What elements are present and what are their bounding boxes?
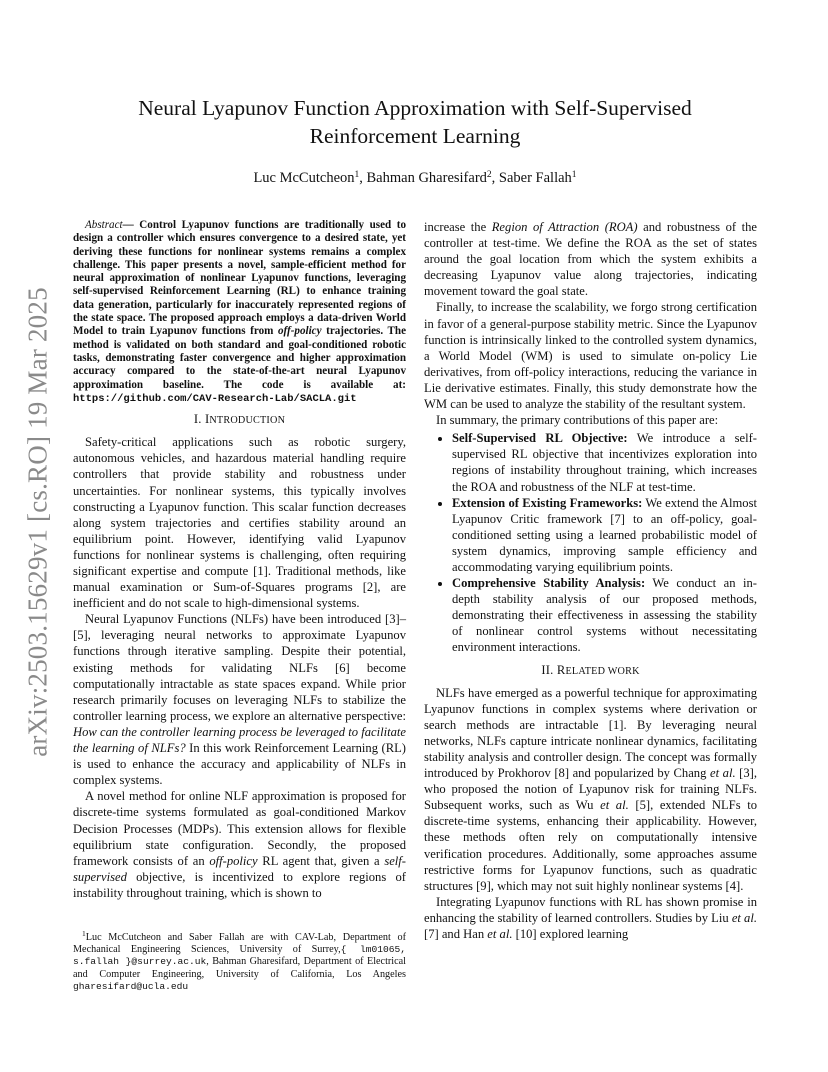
intro-paragraph-1: Safety-critical applications such as robotic surgery, autonomous vehicles, and hazardous material handling require controllers that provide stability and robustness under uncertainties. For nonlinear systems, this typically involves constructing a Lyapunov function. This scalar function decreases along system trajectories and certifies stability around an equilibrium point. However, identifying valid Lyapunov functions for nonlinear systems is challenging, often requiring significant expertise and compute [1]. Traditional methods, like manual examination or Sum-of-Squares programs [2], are inefficient and do not scale to high-dimensional systems. (73, 435, 406, 611)
section-heading-introduction: I. INTRODUCTION (193, 412, 286, 427)
author-1-affil: 1 (354, 170, 360, 180)
affiliation-footnote: $^1$Luc McCutcheon and Saber Fallah are with CAV-Lab, Department of Mechanical Engineering Sciences, University of Surrey,{ lm01065, s.fallah }@surrey.ac.uk, Bahman Gharesifard, Department of Electrical and Computer Engineering, University of California, Los Angeles gharesifard@ucla.edu (73, 929, 407, 992)
ucla-email[interactable]: gharesifard@ucla.edu (73, 980, 189, 992)
list-item: • Comprehensive Stability Analysis: We conduct an in-depth stability analysis of our proposed methods, demonstrating their effectiveness in assessing the stability of nonlinear control systems without necessitating environment interactions. (452, 575, 757, 655)
left-column (73, 219, 406, 901)
related-paragraph-1: NLFs have emerged as a powerful technique for approximating Lyapunov functions in complex systems where derivation or search methods are intractable [1]. By leveraging neural networks, NLFs capture intricate nonlinear dynamics, facilitating stability analysis and controller design. The concept was formally introduced by Prokhorov [8] and popularized by Chang et al. [3], who proposed the notion of Lyapunov risk for training NLFs. Subsequent works, such as Wu et al. [5], extended NLFs to discrete-time systems, enhancing their applicability. However, these methods often rely on computationally intensive verification procedures. Additionally, some approaches assume restrictive forms for Lyapunov functions, such as quadratic structures [9], which may not suit highly nonlinear systems [4]. (424, 685, 757, 893)
arxiv-identifier: arXiv:2503.15629v1 [cs.RO] 19 Mar 2025 (22, 287, 53, 757)
paper-title (70, 94, 760, 150)
author-list: Luc McCutcheon$^1$, Bahman Gharesifard$^2$, Saber Fallah$^1$ (253, 170, 577, 186)
code-url-link[interactable]: https://github.com/CAV-Research-Lab/SACLA.git (73, 392, 357, 405)
intro-paragraph-4: increase the Region of Attraction (ROA) and robustness of the controller at test-time. We define the ROA as the set of states around the goal location from which the system exhibits a decreasing Lyapunov value along trajectories, indicating movement toward the goal state. (424, 220, 757, 299)
section-heading-related-work: II. RELATED WORK (541, 662, 640, 677)
abstract-label: Abstract (85, 219, 123, 231)
author-3: Saber Fallah (498, 170, 572, 186)
intro-paragraph-2: Neural Lyapunov Functions (NLFs) have been introduced [3]–[5], leveraging neural networks to approximate Lyapunov functions through iterative sampling. Despite their potential, existing methods for validating NLFs [6] become computationally intractable as state spaces expand. While prior research primarily focuses on leveraging NLFs to stabilize the controller learning process, we explore an alternative perspective: How can the controller learning process be leveraged to facilitate the learning of NLFs? In this work Reinforcement Learning (RL) is used to enhance the accuracy and applicability of NLFs in complex systems. (73, 612, 406, 788)
abstract: Abstract— Control Lyapunov functions are traditionally used to design a controller which ensures convergence to a desired state, yet deriving these functions for nonlinear systems remains a complex challenge. This paper presents a novel, sample-efficient method for neural approximation of nonlinear Lyapunov functions, leveraging self-supervised Reinforcement Learning (RL) to enhance training data generation, particularly for inaccurately represented regions of the state space. The proposed approach employs a data-driven World Model to train Lyapunov functions from off-policy trajectories. The method is validated on both standard and goal-conditioned robotic tasks, demonstrating faster convergence and higher approximation accuracy compared to the state-of-the-art neural Lyapunov approximation baseline. The code is available at: https://github.com/CAV-Research-Lab/SACLA.git (73, 219, 406, 405)
intro-paragraph-3: A novel method for online NLF approximation is proposed for discrete-time systems formulated as goal-conditioned Markov Decision Processes (MDPs). This extension allows for flexible equilibrium state configuration. Secondly, the proposed framework consists of an off-policy RL agent that, given a self-supervised objective, is incentivized to explore regions of instability throughout training, which is shown to (73, 789, 406, 900)
author-2-affil: 2 (486, 170, 492, 180)
author-2: Bahman Gharesifard (366, 170, 487, 186)
author-3-affil: 1 (571, 170, 577, 180)
contributions-list (424, 430, 757, 655)
intro-paragraph-5: Finally, to increase the scalability, we forgo strong certification in favor of a general-purpose stability metric. Since the Lyapunov function is intrinsically linked to the controlled system dynamics, a World Model (WM) is used to simulate on-policy Lie derivatives, from off-policy interactions, reducing the variance in Lie derivative estimates. Finally, this study demonstrate how the WM can be used to analyze the stability of the resultant system. (424, 300, 757, 412)
list-item: • Extension of Existing Frameworks: We extend the Almost Lyapunov Critic framework [7] to an off-policy, goal-conditioned setting using a learned probabilistic model of system dynamics, improving sample efficiency and accommodating varying equilibrium points. (452, 495, 757, 575)
title-line-1: Neural Lyapunov Function Approximation with Self-Supervised (138, 96, 692, 120)
author-1: Luc McCutcheon (253, 170, 355, 186)
surrey-email[interactable]: { lm01065, s.fallah }@surrey.ac.uk (73, 944, 407, 968)
title-line-2: Reinforcement Learning (309, 124, 521, 148)
intro-paragraph-6: In summary, the primary contributions of this paper are: (436, 413, 719, 428)
right-column (424, 219, 757, 942)
arxiv-side-stamp (18, 282, 58, 762)
list-item: • Self-Supervised RL Objective: We introduce a self-supervised RL objective that incentivizes exploration into regions of instability throughout training, which increases the ROA and robustness of the NLF at test-time. (452, 430, 757, 494)
related-paragraph-2: Integrating Lyapunov functions with RL has shown promise in enhancing the stability of learned controllers. Studies by Liu et al. [7] and Han et al. [10] explored learning (424, 894, 757, 942)
